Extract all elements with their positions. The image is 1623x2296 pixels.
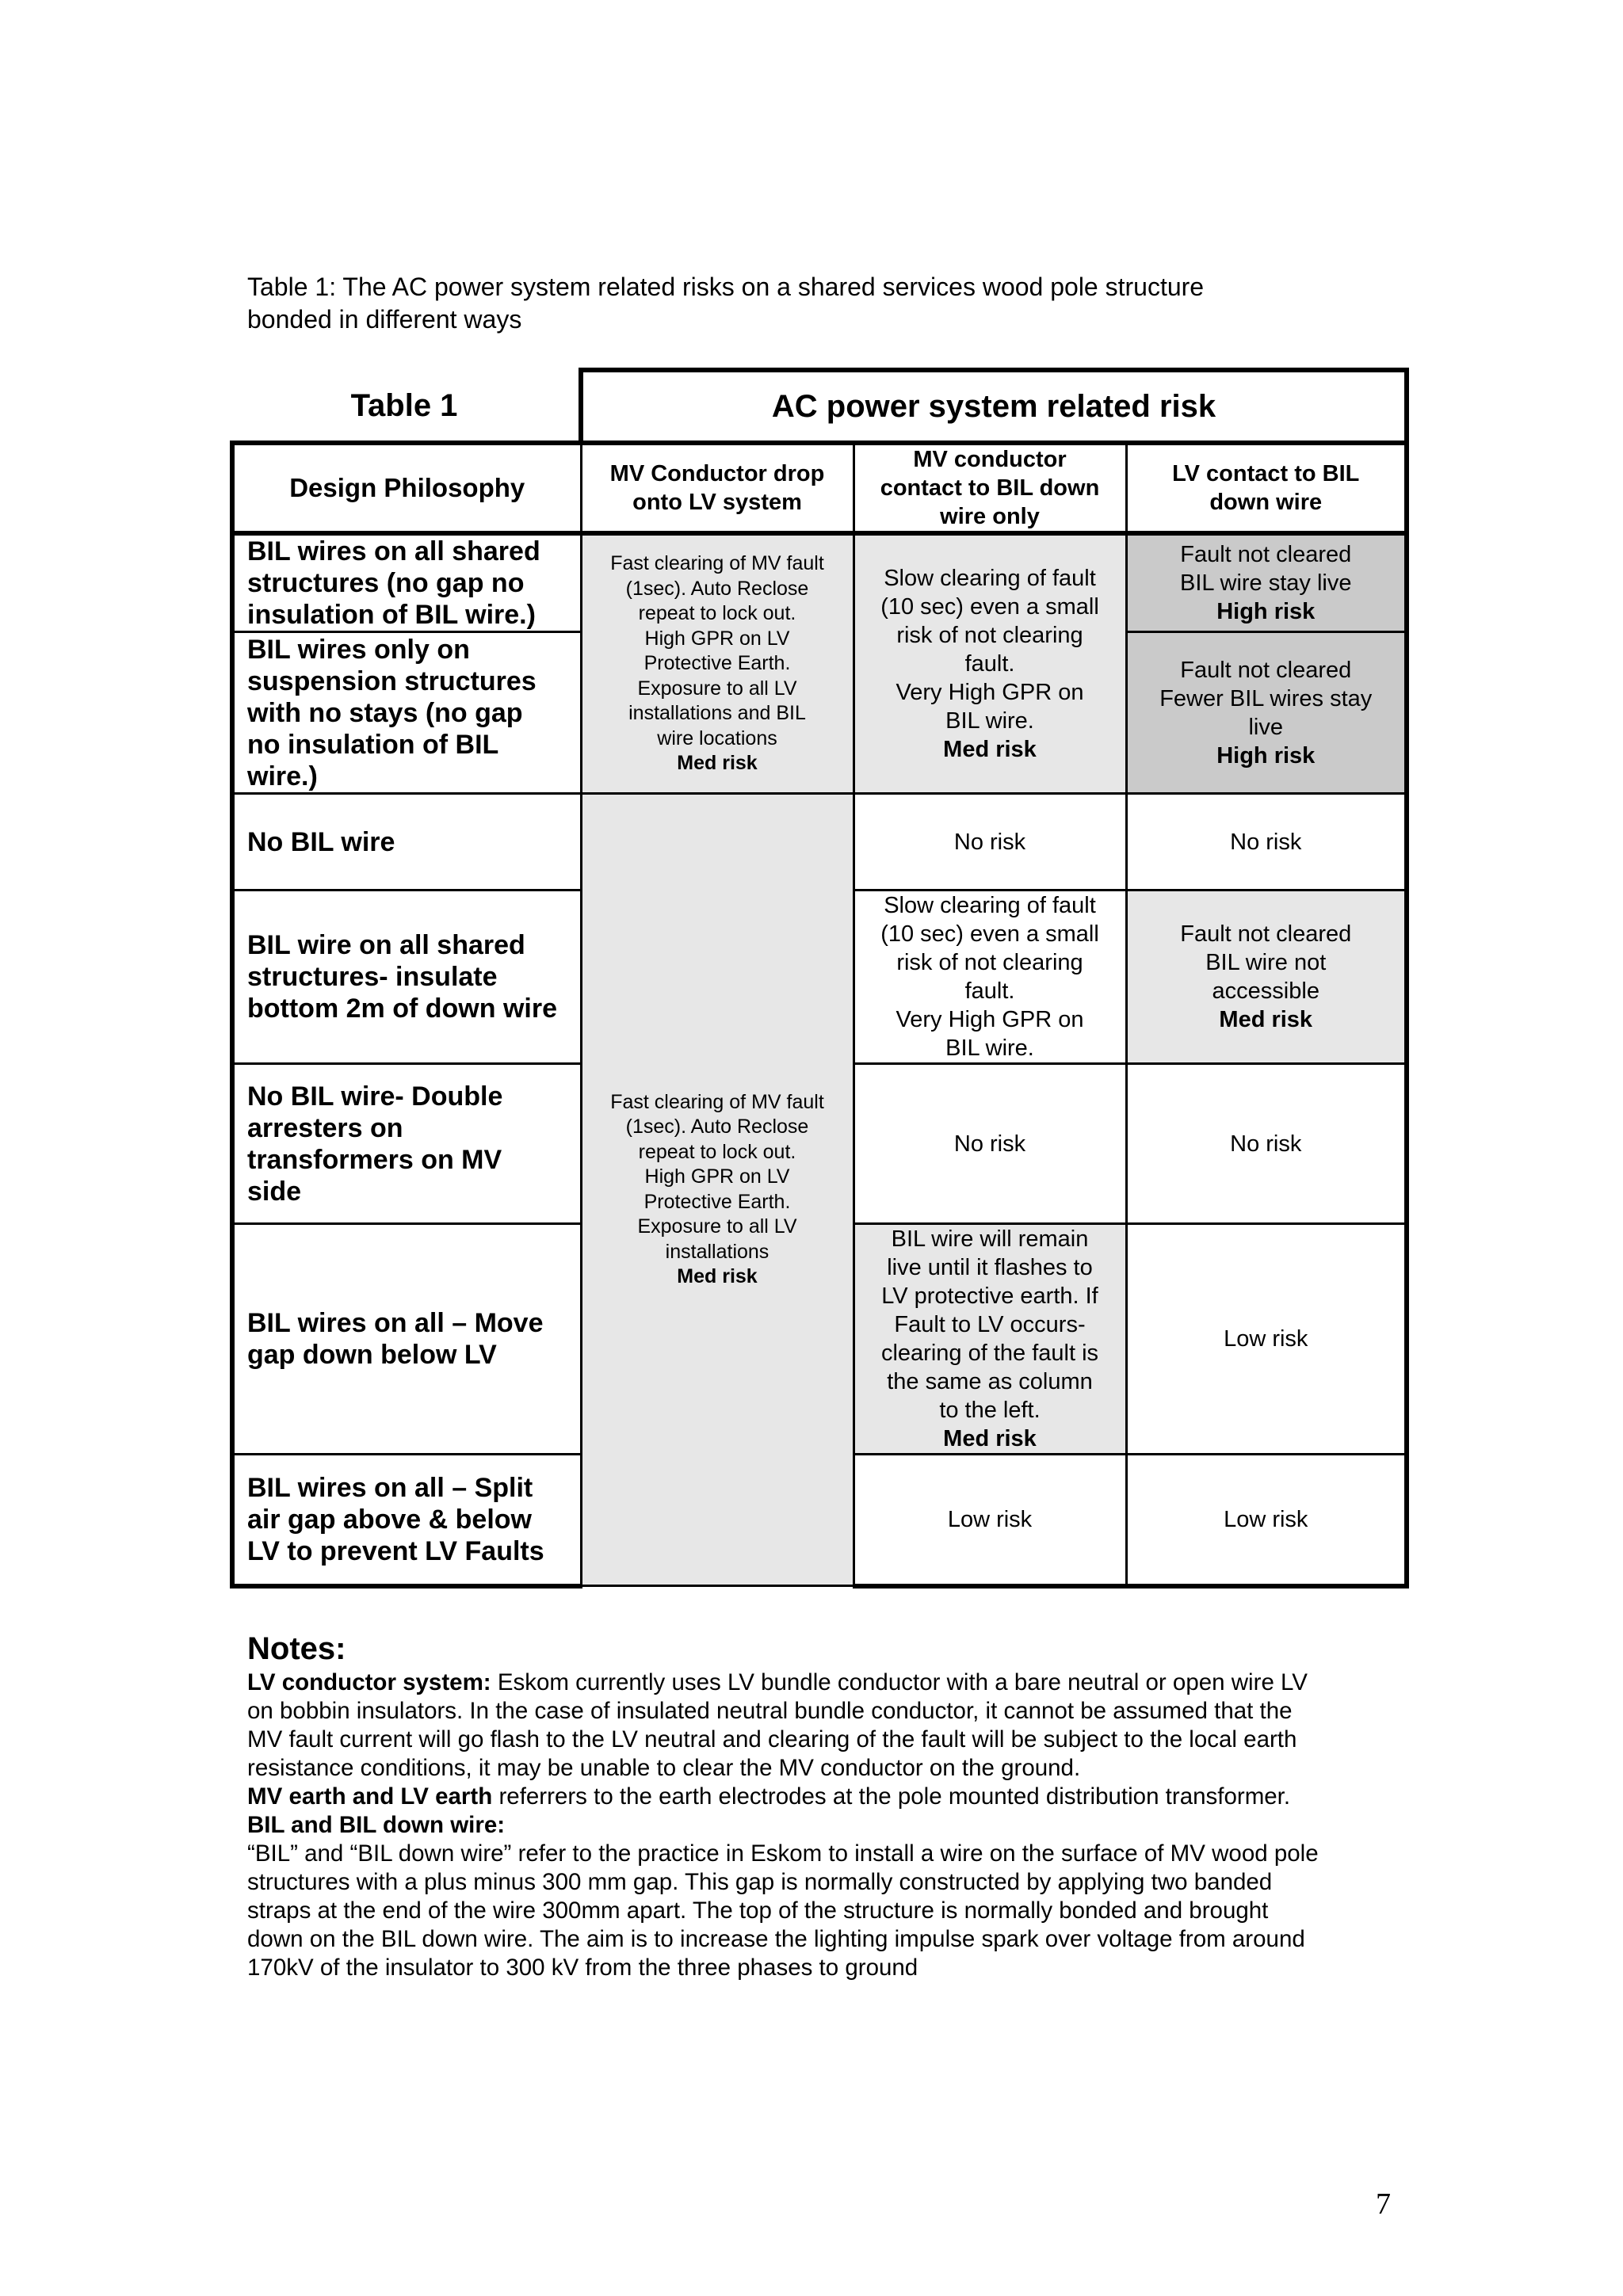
table-row xyxy=(232,533,1407,632)
cell-line: BIL wire. xyxy=(945,1035,1034,1061)
notes-line xyxy=(247,1783,1412,1811)
cell-line: to the left. xyxy=(939,1398,1041,1423)
group-header: AC power system related risk xyxy=(581,370,1407,443)
cell-line: Fault to LV occurs- xyxy=(894,1312,1086,1337)
cell-line: BIL wires on all shared xyxy=(247,536,540,566)
notes-line: “BIL” and “BIL down wire” refer to the practice in Eskom to install a wire on the surface of MV wood pole xyxy=(247,1840,1319,1867)
lv-contact-cell xyxy=(1126,632,1407,794)
cell-line: (1sec). Auto Reclose xyxy=(625,1116,809,1138)
cell-line: wire.) xyxy=(247,761,318,791)
notes-label-bil: BIL and BIL down wire: xyxy=(247,1812,506,1838)
cell-line: LV to prevent LV Faults xyxy=(247,1535,544,1566)
header-line: wire only xyxy=(940,504,1040,529)
cell-line: BIL wire not xyxy=(1205,950,1327,975)
cell-line: Protective Earth. xyxy=(643,652,791,675)
cell-line: the same as column xyxy=(887,1369,1093,1394)
mv-contact-cell xyxy=(854,533,1126,794)
mv-contact-cell: Low risk xyxy=(854,1455,1126,1586)
cell-line: risk of not clearing xyxy=(896,950,1083,975)
mv-drop-cell xyxy=(581,794,854,1586)
notes-line: on bobbin insulators. In the case of insulated neutral bundle conductor, it cannot be assumed that the xyxy=(247,1698,1293,1724)
cell-line: Slow clearing of fault xyxy=(884,893,1096,918)
header-mv-drop xyxy=(581,443,854,533)
table-caption xyxy=(247,271,1404,336)
cell-line: accessible xyxy=(1212,978,1319,1004)
cell-line: BIL wires only on xyxy=(247,634,470,665)
cell-line: Very High GPR on xyxy=(896,680,1084,705)
notes-line: structures with a plus minus 300 mm gap. This gap is normally constructed by applying two banded xyxy=(247,1869,1273,1895)
cell-line: risk of not clearing xyxy=(896,623,1083,648)
notes-label-lv: LV conductor system: xyxy=(247,1669,491,1695)
cell-line: (10 sec) even a small xyxy=(880,921,1099,947)
lv-contact-cell: No risk xyxy=(1126,794,1407,891)
mv-drop-cell xyxy=(581,533,854,794)
design-philosophy-cell xyxy=(232,1224,581,1455)
header-line: onto LV system xyxy=(632,490,802,515)
cell-line: (10 sec) even a small xyxy=(880,594,1099,620)
cell-line: clearing of the fault is xyxy=(880,1341,1099,1366)
cell-line: Fault not cleared xyxy=(1180,542,1352,567)
cell-line: Fast clearing of MV fault xyxy=(610,1090,824,1113)
notes-label-earth: MV earth and LV earth xyxy=(247,1783,493,1810)
mv-contact-cell xyxy=(854,891,1126,1064)
mv-contact-cell: No risk xyxy=(854,1064,1126,1224)
cell-line: Exposure to all LV xyxy=(637,677,797,700)
cell-line: BIL wires on all – Split xyxy=(247,1472,533,1503)
cell-line: repeat to lock out. xyxy=(638,602,796,625)
mv-contact-cell xyxy=(854,1224,1126,1455)
risk-level: Med risk xyxy=(1219,1007,1313,1032)
header-mv-contact xyxy=(854,443,1126,533)
risk-level: Med risk xyxy=(943,1426,1037,1451)
risk-level: High risk xyxy=(1216,742,1316,769)
cell-line: structures- insulate xyxy=(247,962,498,992)
header-line: MV conductor xyxy=(913,447,1067,472)
cell-line: repeat to lock out. xyxy=(638,1140,796,1163)
cell-line: Fast clearing of MV fault xyxy=(610,552,824,575)
notes-text: Eskom currently uses LV bundle conductor with a bare neutral or open wire LV xyxy=(491,1669,1308,1695)
design-philosophy-cell xyxy=(232,533,581,632)
caption-line: Table 1: The AC power system related risks on a shared services wood pole structure xyxy=(247,273,1205,301)
cell-line: High GPR on LV xyxy=(644,627,790,650)
header-line: contact to BIL down xyxy=(880,475,1100,501)
lv-contact-cell: No risk xyxy=(1126,1064,1407,1224)
header-line: LV contact to BIL xyxy=(1172,461,1360,486)
risk-level: Med risk xyxy=(677,1265,758,1287)
notes-line: MV fault current will go flash to the LV neutral and clearing of the fault will be subject to the local earth xyxy=(247,1726,1297,1753)
cell-line: fault. xyxy=(964,978,1015,1004)
cell-line: with no stays (no gap xyxy=(247,697,523,728)
header-lv-contact xyxy=(1126,443,1407,533)
cell-line: BIL wire will remain xyxy=(891,1226,1089,1252)
cell-line: structures (no gap no xyxy=(247,568,525,598)
header-design-philosophy: Design Philosophy xyxy=(232,443,581,533)
risk-level: Med risk xyxy=(677,752,758,775)
cell-line: no insulation of BIL xyxy=(247,729,499,760)
cell-line: No BIL wire xyxy=(247,826,395,857)
cell-line: air gap above & below xyxy=(247,1504,532,1535)
cell-line: live xyxy=(1248,714,1283,740)
cell-line: fault. xyxy=(964,651,1015,677)
cell-line: transformers on MV xyxy=(247,1144,502,1175)
cell-line: LV protective earth. If xyxy=(881,1283,1098,1309)
cell-line: insulation of BIL wire.) xyxy=(247,600,536,630)
cell-line: side xyxy=(247,1176,302,1207)
notes-line: resistance conditions, it may be unable to clear the MV conductor on the ground. xyxy=(247,1755,1081,1781)
notes-text: referrers to the earth electrodes at the pole mounted distribution transformer. xyxy=(492,1783,1291,1810)
cell-line: wire locations xyxy=(657,727,777,749)
cell-line: High GPR on LV xyxy=(644,1165,790,1188)
design-philosophy-cell xyxy=(232,1064,581,1224)
cell-line: No BIL wire- Double xyxy=(247,1081,503,1112)
column-header-row xyxy=(232,443,1407,533)
page-number: 7 xyxy=(1376,2187,1391,2221)
cell-line: Exposure to all LV xyxy=(637,1215,797,1238)
cell-line: Fault not cleared xyxy=(1180,657,1352,683)
cell-line: BIL wire stay live xyxy=(1180,570,1352,596)
risk-level: High risk xyxy=(1216,599,1316,624)
lv-contact-cell xyxy=(1126,891,1407,1064)
lv-contact-cell: Low risk xyxy=(1126,1455,1407,1586)
design-philosophy-cell xyxy=(232,632,581,794)
cell-line: Very High GPR on xyxy=(896,1007,1084,1032)
design-philosophy-cell xyxy=(232,891,581,1064)
cell-line: installations xyxy=(665,1240,769,1263)
risk-table xyxy=(230,368,1409,1589)
header-line: MV Conductor drop xyxy=(609,461,825,486)
design-philosophy-cell xyxy=(232,794,581,891)
cell-line: Fault not cleared xyxy=(1180,921,1352,947)
header-line: down wire xyxy=(1209,490,1323,515)
cell-line: installations and BIL xyxy=(628,702,806,725)
cell-line: Fewer BIL wires stay xyxy=(1159,685,1373,711)
risk-level: Med risk xyxy=(943,737,1037,762)
lv-contact-cell: Low risk xyxy=(1126,1224,1407,1455)
cell-line: suspension structures xyxy=(247,666,537,696)
mv-contact-cell: No risk xyxy=(854,794,1126,891)
cell-line: gap down below LV xyxy=(247,1340,497,1370)
cell-line: BIL wire on all shared xyxy=(247,930,525,960)
cell-line: BIL wire. xyxy=(945,708,1034,734)
cell-line: bottom 2m of down wire xyxy=(247,994,557,1024)
notes-heading: Notes: xyxy=(247,1631,346,1666)
notes-section xyxy=(247,1630,1412,1982)
notes-line: straps at the end of the wire 300mm apart. The top of the structure is normally bonded and brought xyxy=(247,1897,1269,1924)
cell-line: Slow clearing of fault xyxy=(884,566,1096,591)
table-title: Table 1 xyxy=(350,387,458,423)
notes-line: 170kV of the insulator to 300 kV from the three phases to ground xyxy=(247,1955,918,1981)
cell-line: arresters on xyxy=(247,1112,403,1143)
table-row xyxy=(232,794,1407,891)
cell-line: Protective Earth. xyxy=(643,1190,791,1213)
cell-line: (1sec). Auto Reclose xyxy=(625,577,809,600)
cell-line: BIL wires on all – Move xyxy=(247,1308,544,1338)
notes-line xyxy=(247,1669,1412,1697)
design-philosophy-cell xyxy=(232,1455,581,1586)
cell-line: live until it flashes to xyxy=(887,1255,1093,1280)
caption-line: bonded in different ways xyxy=(247,305,522,334)
notes-line: down on the BIL down wire. The aim is to increase the lighting impulse spark over voltage from around xyxy=(247,1926,1305,1952)
lv-contact-cell xyxy=(1126,533,1407,632)
